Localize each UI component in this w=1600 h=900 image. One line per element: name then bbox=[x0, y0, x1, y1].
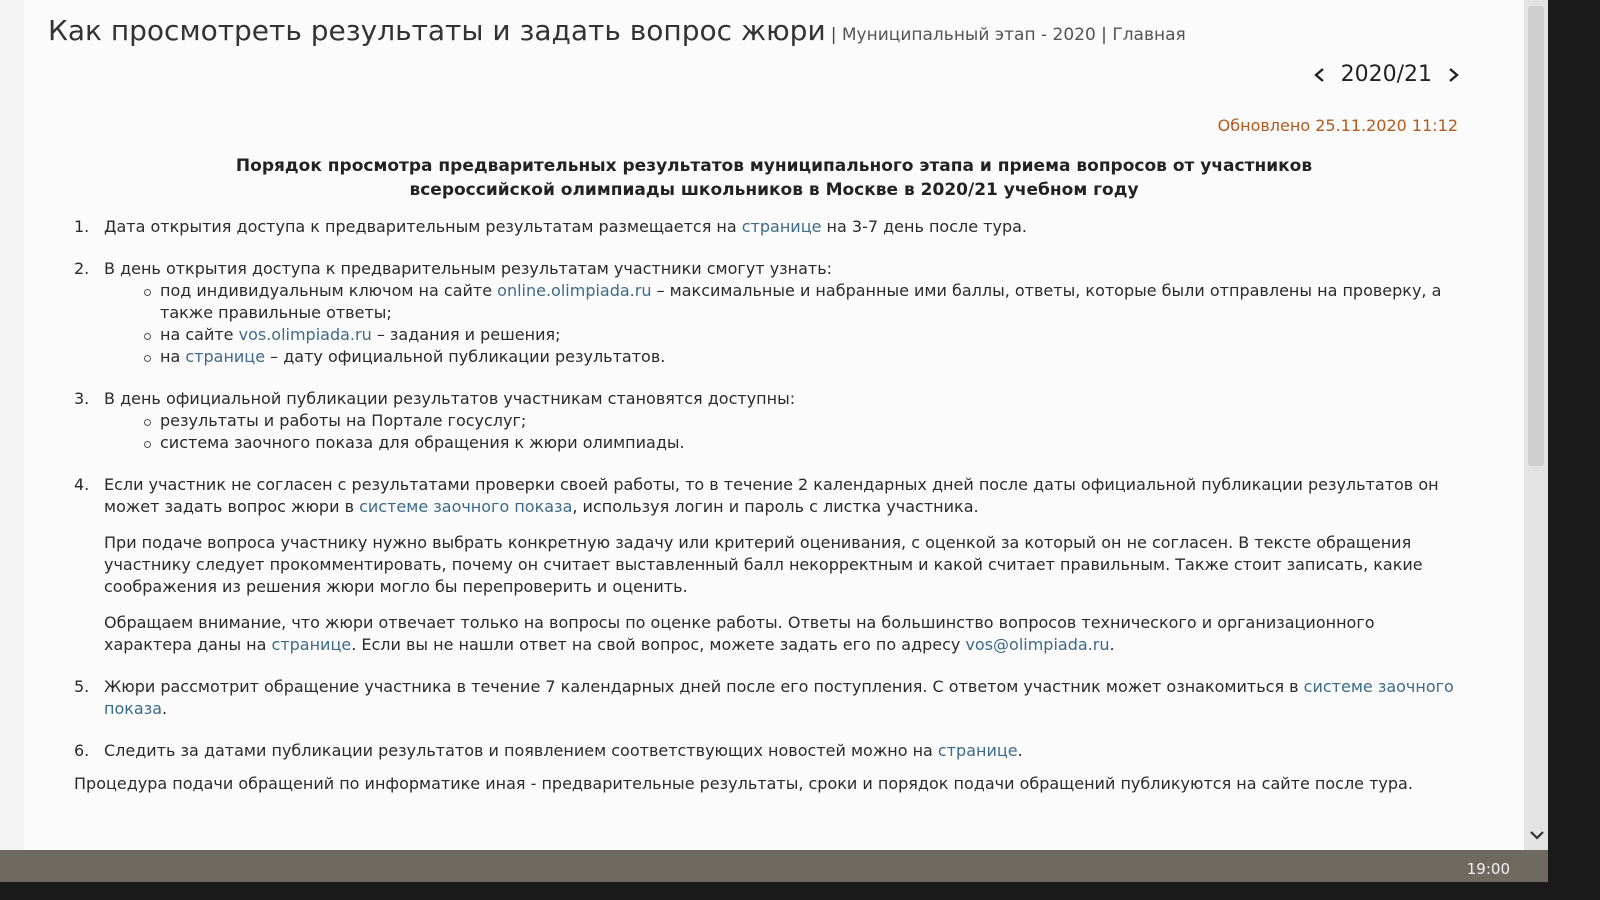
item-number: 3. bbox=[74, 389, 90, 408]
sub-list-item: на странице – дату официальной публикации результатов. bbox=[144, 346, 1454, 368]
sub-list-item: под индивидуальным ключом на сайте online.olimpiada.ru – максимальные и набранные ими баллы, ответы, которые были отправлены на проверку, а также правильные ответы; bbox=[144, 280, 1454, 324]
next-year-icon[interactable] bbox=[1446, 68, 1460, 82]
breadcrumb: | Муниципальный этап - 2020 | Главная bbox=[830, 25, 1186, 45]
item-number: 1. bbox=[74, 217, 90, 236]
email-link[interactable]: vos@olimpiada.ru bbox=[965, 635, 1110, 654]
item-paragraph: Если участник не согласен с результатами проверки своей работы, то в течение 2 календарных дней после даты официальной публикации результатов он может задать вопрос жюри в системе заочного показа, используя логин и пароль с листка участника. bbox=[104, 475, 1439, 516]
item-paragraph: Обращаем внимание, что жюри отвечает только на вопросы по оценке работы. Ответы на большинство вопросов технического и организационного характера даны на странице. Если вы не нашли ответ на свой вопрос, можете задать его по адресу vos@olimpiada.ru. bbox=[104, 613, 1375, 654]
item-text: Следить за датами публикации результатов и появлением соответствующих новостей можно на bbox=[104, 741, 938, 760]
page-title: Как просмотреть результаты и задать вопрос жюри bbox=[48, 14, 826, 47]
item-text: В день официальной публикации результатов участникам становятся доступны: bbox=[104, 389, 796, 408]
list-item bbox=[74, 258, 1454, 368]
updated-timestamp: Обновлено 25.11.2020 11:12 bbox=[1217, 116, 1458, 135]
item-text: В день открытия доступа к предварительным результатам участники смогут узнать: bbox=[104, 259, 833, 278]
document-title-line: Порядок просмотра предварительных результатов муниципального этапа и приема вопросов от участников bbox=[235, 156, 1313, 176]
vos-olimpiada-link[interactable]: vos.olimpiada.ru bbox=[238, 325, 372, 344]
sub-list bbox=[104, 410, 1454, 454]
list-item: 6. Следить за датами публикации результатов и появлением соответствующих новостей можно на странице. bbox=[74, 741, 1023, 760]
instructions-list bbox=[74, 216, 1454, 782]
sub-list-item: система заочного показа для обращения к жюри олимпиады. bbox=[144, 432, 1454, 454]
sub-list-item: на сайте vos.olimpiada.ru – задания и решения; bbox=[144, 324, 1454, 346]
sub-list bbox=[104, 280, 1454, 368]
footer-note: Процедура подачи обращений по информатике иная - предварительные результаты, сроки и порядок подачи обращений публикуются на сайте после тура. bbox=[74, 774, 1413, 793]
page-link[interactable]: странице bbox=[185, 347, 266, 366]
taskbar-clock: 19:00 bbox=[1466, 860, 1510, 878]
breadcrumb-item-stage[interactable]: Муниципальный этап - 2020 bbox=[841, 25, 1096, 45]
item-number: 4. bbox=[74, 475, 90, 494]
chevron-down-icon[interactable] bbox=[1530, 828, 1544, 842]
list-item bbox=[74, 388, 1454, 454]
review-system-link[interactable]: системе заочного показа bbox=[104, 677, 1454, 718]
prev-year-icon[interactable] bbox=[1313, 68, 1327, 82]
breadcrumb-item-home[interactable]: Главная bbox=[1112, 25, 1186, 45]
current-year: 2020/21 bbox=[1340, 62, 1432, 87]
page-link[interactable]: странице bbox=[937, 741, 1018, 760]
scrollbar-thumb[interactable] bbox=[1528, 6, 1544, 466]
list-item bbox=[74, 216, 1454, 238]
page-header bbox=[48, 14, 1186, 47]
page-link[interactable]: странице bbox=[271, 635, 352, 654]
list-item: 5. Жюри рассмотрит обращение участника в течение 7 календарных дней после его поступления. С ответом участник может ознакомиться в системе заочного показа. bbox=[74, 677, 1454, 718]
online-olimpiada-link[interactable]: online.olimpiada.ru bbox=[497, 281, 652, 300]
item-number: 5. bbox=[74, 677, 90, 696]
item-text: Жюри рассмотрит обращение участника в течение 7 календарных дней после его поступления. С ответом участник может ознакомиться в bbox=[104, 677, 1304, 696]
document-title-line: всероссийской олимпиады школьников в Москве в 2020/21 учебном году bbox=[409, 180, 1139, 200]
taskbar bbox=[0, 850, 1548, 882]
document-title bbox=[24, 154, 1524, 202]
page-content bbox=[24, 0, 1524, 850]
item-text: на 3-7 день после тура. bbox=[821, 217, 1027, 236]
year-switcher bbox=[1313, 62, 1460, 87]
item-number: 6. bbox=[74, 741, 90, 760]
page-link[interactable]: странице bbox=[741, 217, 822, 236]
sub-list-item: результаты и работы на Портале госуслуг; bbox=[144, 410, 1454, 432]
item-paragraph: При подаче вопроса участнику нужно выбрать конкретную задачу или критерий оценивания, с оценкой за который он не согласен. В тексте обращения участнику следует прокомментировать, почему он считает выставленный балл некорректным и какой считает правильным. Также стоит записать, какие соображения из решения жюри могло бы перепроверить и оценить. bbox=[104, 533, 1423, 596]
item-text: Дата открытия доступа к предварительным результатам размещается на bbox=[104, 217, 742, 236]
vertical-scrollbar[interactable] bbox=[1524, 0, 1548, 850]
item-number: 2. bbox=[74, 259, 90, 278]
list-item bbox=[74, 474, 1454, 656]
review-system-link[interactable]: системе заочного показа bbox=[359, 497, 573, 516]
